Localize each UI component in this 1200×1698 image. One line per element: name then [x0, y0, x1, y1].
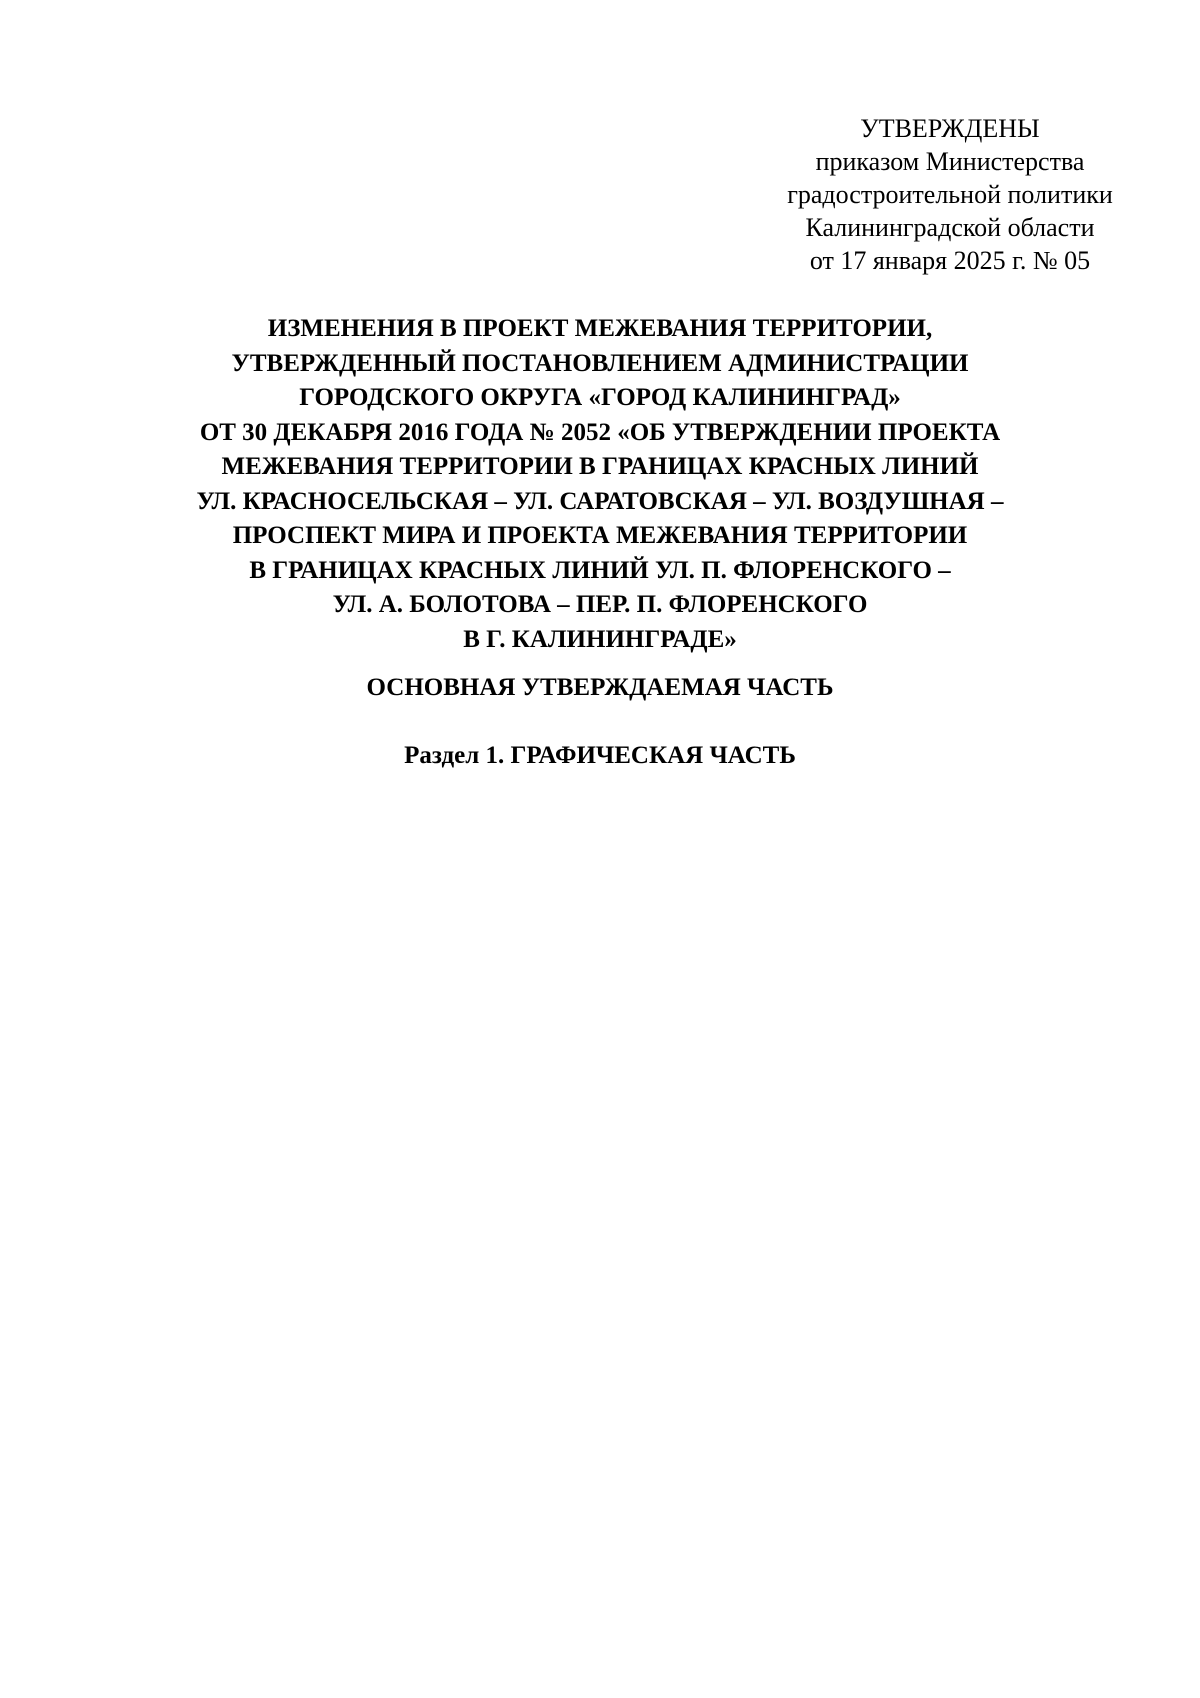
main-part-heading: ОСНОВНАЯ УТВЕРЖДАЕМАЯ ЧАСТЬ: [366, 674, 834, 701]
approval-date-number: от 17 января 2025 г. № 05: [809, 246, 1091, 275]
title-line: ГОРОДСКОГО ОКРУГА «ГОРОД КАЛИНИНГРАД»: [299, 384, 901, 411]
approval-order-line: приказом Министерства: [815, 147, 1085, 176]
title-line: В ГРАНИЦАХ КРАСНЫХ ЛИНИЙ УЛ. П. ФЛОРЕНСКОГО –: [249, 556, 951, 584]
approval-region-line: Калининградской области: [805, 213, 1095, 242]
title-line: В Г. КАЛИНИНГРАДЕ»: [463, 625, 737, 653]
approval-ministry-line: градостроительной политики: [787, 180, 1113, 209]
approval-heading: УТВЕРЖДЕНЫ: [860, 114, 1040, 143]
title-line: ОТ 30 ДЕКАБРЯ 2016 ГОДА № 2052 «ОБ УТВЕРЖДЕНИИ ПРОЕКТА: [199, 418, 1001, 446]
title-line: УТВЕРЖДЕННЫЙ ПОСТАНОВЛЕНИЕМ АДМИНИСТРАЦИИ: [231, 349, 969, 377]
title-line: УЛ. А. БОЛОТОВА – ПЕР. П. ФЛОРЕНСКОГО: [332, 591, 868, 618]
title-line: УЛ. КРАСНОСЕЛЬСКАЯ – УЛ. САРАТОВСКАЯ – УЛ. ВОЗДУШНАЯ –: [196, 487, 1004, 515]
title-line: ПРОСПЕКТ МИРА И ПРОЕКТА МЕЖЕВАНИЯ ТЕРРИТОРИИ: [232, 522, 968, 549]
document-title: [100, 312, 1100, 657]
section-heading: Раздел 1. ГРАФИЧЕСКАЯ ЧАСТЬ: [404, 742, 796, 769]
approval-stamp-block: [740, 112, 1160, 277]
title-line: МЕЖЕВАНИЯ ТЕРРИТОРИИ В ГРАНИЦАХ КРАСНЫХ ЛИНИЙ: [221, 453, 979, 480]
title-line: ИЗМЕНЕНИЯ В ПРОЕКТ МЕЖЕВАНИЯ ТЕРРИТОРИИ,: [267, 315, 933, 342]
